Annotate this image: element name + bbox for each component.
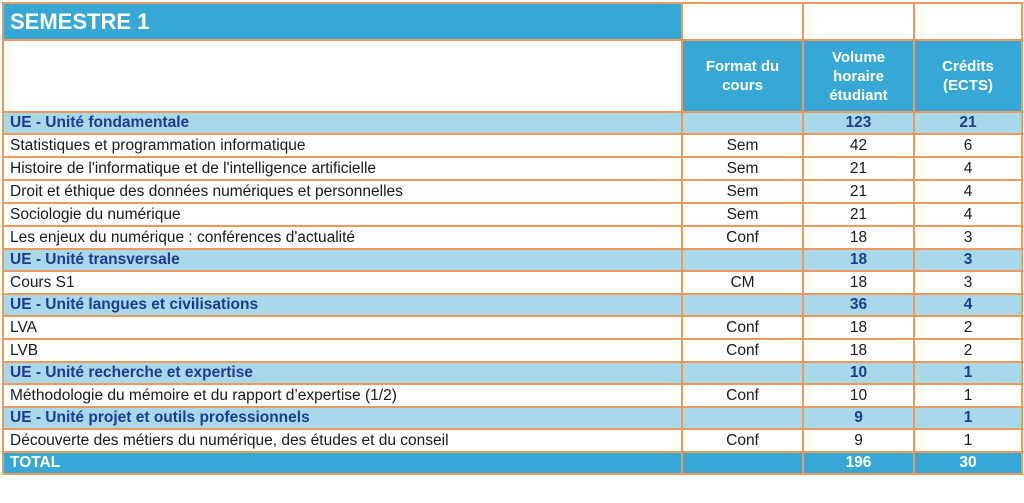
row-label: UE - Unité projet et outils professionnels bbox=[3, 407, 682, 429]
credits-cell: 4 bbox=[914, 180, 1022, 203]
row-label: Méthodologie du mémoire et du rapport d’expertise (1/2) bbox=[3, 384, 682, 407]
credits-cell: 3 bbox=[914, 249, 1022, 271]
course-row bbox=[3, 157, 1022, 180]
row-label: UE - Unité langues et civilisations bbox=[3, 294, 682, 316]
title-row bbox=[3, 3, 1022, 40]
volume-cell: 21 bbox=[803, 180, 914, 203]
course-row bbox=[3, 384, 1022, 407]
volume-cell: 9 bbox=[803, 407, 914, 429]
format-cell bbox=[682, 362, 803, 384]
row-label: Sociologie du numérique bbox=[3, 203, 682, 226]
volume-cell: 196 bbox=[803, 452, 914, 474]
format-cell: Conf bbox=[682, 429, 803, 452]
header-row bbox=[3, 40, 1022, 112]
credits-cell: 3 bbox=[914, 271, 1022, 294]
row-label: Histoire de l'informatique et de l'intelligence artificielle bbox=[3, 157, 682, 180]
total-row bbox=[3, 452, 1022, 474]
ue-row bbox=[3, 407, 1022, 429]
credits-cell: 1 bbox=[914, 384, 1022, 407]
credits-cell: 4 bbox=[914, 157, 1022, 180]
credits-cell: 3 bbox=[914, 226, 1022, 249]
row-label: UE - Unité transversale bbox=[3, 249, 682, 271]
ue-row bbox=[3, 112, 1022, 134]
empty-cell bbox=[914, 3, 1022, 40]
format-cell: Sem bbox=[682, 134, 803, 157]
volume-cell: 21 bbox=[803, 157, 914, 180]
format-cell bbox=[682, 407, 803, 429]
format-cell: Conf bbox=[682, 384, 803, 407]
semester-title: SEMESTRE 1 bbox=[3, 3, 682, 40]
credits-cell: 1 bbox=[914, 362, 1022, 384]
empty-header-cell bbox=[3, 40, 682, 112]
row-label: UE - Unité recherche et expertise bbox=[3, 362, 682, 384]
format-cell bbox=[682, 112, 803, 134]
credits-cell: 6 bbox=[914, 134, 1022, 157]
format-cell bbox=[682, 249, 803, 271]
row-label: TOTAL bbox=[3, 452, 682, 474]
course-row bbox=[3, 226, 1022, 249]
volume-cell: 18 bbox=[803, 339, 914, 362]
course-row bbox=[3, 134, 1022, 157]
row-label: Droit et éthique des données numériques et personnelles bbox=[3, 180, 682, 203]
format-cell: Conf bbox=[682, 226, 803, 249]
volume-cell: 21 bbox=[803, 203, 914, 226]
volume-cell: 42 bbox=[803, 134, 914, 157]
volume-cell: 18 bbox=[803, 226, 914, 249]
volume-cell: 36 bbox=[803, 294, 914, 316]
empty-cell bbox=[803, 3, 914, 40]
volume-cell: 9 bbox=[803, 429, 914, 452]
course-row bbox=[3, 339, 1022, 362]
volume-cell: 123 bbox=[803, 112, 914, 134]
empty-cell bbox=[682, 3, 803, 40]
course-row bbox=[3, 271, 1022, 294]
ue-row bbox=[3, 294, 1022, 316]
row-label: Cours S1 bbox=[3, 271, 682, 294]
row-label: Les enjeux du numérique : conférences d'actualité bbox=[3, 226, 682, 249]
volume-cell: 18 bbox=[803, 271, 914, 294]
semester-table bbox=[2, 2, 1023, 475]
credits-cell: 1 bbox=[914, 429, 1022, 452]
format-cell: Sem bbox=[682, 157, 803, 180]
format-cell: Sem bbox=[682, 180, 803, 203]
course-row bbox=[3, 203, 1022, 226]
course-row bbox=[3, 316, 1022, 339]
ue-row bbox=[3, 249, 1022, 271]
format-cell bbox=[682, 452, 803, 474]
credits-cell: 21 bbox=[914, 112, 1022, 134]
volume-header: Volume horaire étudiant bbox=[803, 40, 914, 112]
format-cell: Conf bbox=[682, 316, 803, 339]
format-cell: Sem bbox=[682, 203, 803, 226]
row-label: Découverte des métiers du numérique, des études et du conseil bbox=[3, 429, 682, 452]
volume-cell: 10 bbox=[803, 362, 914, 384]
format-cell bbox=[682, 294, 803, 316]
credits-cell: 4 bbox=[914, 294, 1022, 316]
course-row bbox=[3, 429, 1022, 452]
ue-row bbox=[3, 362, 1022, 384]
row-label: LVB bbox=[3, 339, 682, 362]
row-label: Statistiques et programmation informatique bbox=[3, 134, 682, 157]
volume-cell: 18 bbox=[803, 249, 914, 271]
row-label: LVA bbox=[3, 316, 682, 339]
credits-cell: 1 bbox=[914, 407, 1022, 429]
credits-header: Crédits (ECTS) bbox=[914, 40, 1022, 112]
format-header: Format du cours bbox=[682, 40, 803, 112]
credits-cell: 2 bbox=[914, 316, 1022, 339]
row-label: UE - Unité fondamentale bbox=[3, 112, 682, 134]
credits-cell: 2 bbox=[914, 339, 1022, 362]
volume-cell: 18 bbox=[803, 316, 914, 339]
course-row bbox=[3, 180, 1022, 203]
volume-cell: 10 bbox=[803, 384, 914, 407]
format-cell: Conf bbox=[682, 339, 803, 362]
credits-cell: 4 bbox=[914, 203, 1022, 226]
format-cell: CM bbox=[682, 271, 803, 294]
credits-cell: 30 bbox=[914, 452, 1022, 474]
